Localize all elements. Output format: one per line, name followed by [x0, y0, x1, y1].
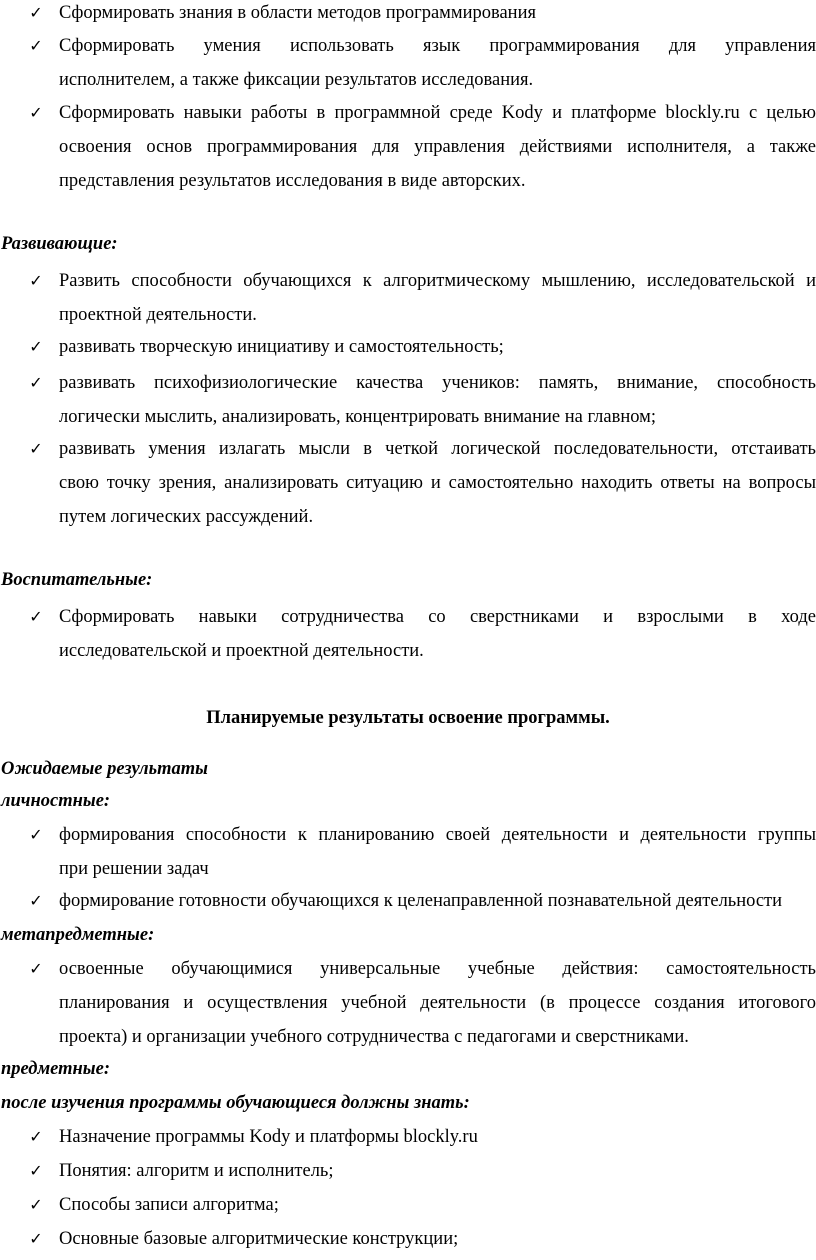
list-item [29, 29, 816, 97]
list-item [29, 952, 816, 1054]
list-item-text: Сформировать навыки работы в программной среде Kody и платформе blockly.ru с целью [59, 103, 816, 123]
list-item-text: проектной деятельности. [59, 305, 257, 325]
checkmark-icon: ✓ [29, 1195, 43, 1214]
list-item-text: проекта) и организации учебного сотрудничества с педагогами и сверстниками. [59, 1027, 689, 1047]
list-item [29, 264, 816, 332]
list-item-text: Основные базовые алгоритмические конструкции; [59, 1229, 459, 1249]
checkmark-icon: ✓ [29, 337, 43, 356]
checkmark-icon: ✓ [29, 271, 43, 290]
list-item-text: Сформировать знания в области методов программирования [59, 3, 536, 23]
list-item [29, 1120, 816, 1154]
checkmark-icon: ✓ [29, 1127, 43, 1146]
checkmark-icon: ✓ [29, 373, 43, 392]
checkmark-icon: ✓ [29, 103, 43, 122]
section-title-results: Планируемые результаты освоение программы. [206, 708, 610, 728]
list-item [29, 884, 816, 918]
list-item-text: исполнителем, а также фиксации результатов исследования. [59, 70, 534, 90]
personal-results-heading: личностные: [1, 791, 111, 811]
list-item-text: представления результатов исследования в виде авторских. [59, 171, 526, 191]
list-item-text: Сформировать навыки сотрудничества со сверстниками и взрослыми в ходе [59, 607, 816, 627]
list-item-text: Понятия: алгоритм и исполнитель; [59, 1161, 334, 1181]
checkmark-icon: ✓ [29, 439, 43, 458]
section-heading-developing: Развивающие: [1, 234, 118, 254]
list-item [29, 432, 816, 534]
list-item [29, 0, 816, 30]
list-item [29, 1154, 816, 1188]
checkmark-icon: ✓ [29, 959, 43, 978]
list-item-text: Развить способности обучающихся к алгоритмическому мышлению, исследовательской и [59, 271, 816, 291]
list-item [29, 330, 816, 364]
checkmark-icon: ✓ [29, 36, 43, 55]
list-item [29, 1188, 816, 1222]
list-item [29, 1222, 816, 1256]
section-heading-upbringing: Воспитательные: [1, 570, 153, 590]
subject-results-heading: предметные: [1, 1059, 110, 1079]
checkmark-icon: ✓ [29, 3, 43, 22]
list-item-text: при решении задач [59, 859, 209, 879]
after-study-heading: после изучения программы обучающиеся должны знать: [1, 1093, 470, 1113]
list-item [29, 600, 816, 668]
list-item [29, 366, 816, 434]
metasubject-results-heading: метапредметные: [1, 925, 155, 945]
list-item-text: логически мыслить, анализировать, концентрировать внимание на главном; [59, 407, 656, 427]
list-item [29, 96, 816, 198]
list-item-text: Сформировать умения использовать язык программирования для управления [59, 36, 816, 56]
list-item-text: путем логических рассуждений. [59, 507, 314, 527]
list-item [29, 818, 816, 886]
list-item-text: формирование готовности обучающихся к целенаправленной познавательной деятельности [59, 891, 783, 911]
checkmark-icon: ✓ [29, 1161, 43, 1180]
expected-results-heading: Ожидаемые результаты [1, 759, 208, 779]
list-item-text: планирования и осуществления учебной деятельности (в процессе создания итогового [59, 993, 816, 1013]
list-item-text: формирования способности к планированию своей деятельности и деятельности группы [59, 825, 816, 845]
checkmark-icon: ✓ [29, 891, 43, 910]
list-item-text: свою точку зрения, анализировать ситуацию и самостоятельно находить ответы на вопросы [59, 473, 816, 493]
checkmark-icon: ✓ [29, 1229, 43, 1248]
list-item-text: развивать творческую инициативу и самостоятельность; [59, 337, 504, 357]
checkmark-icon: ✓ [29, 607, 43, 626]
checkmark-icon: ✓ [29, 825, 43, 844]
list-item-text: развивать психофизиологические качества учеников: память, внимание, способность [59, 373, 816, 393]
list-item-text: исследовательской и проектной деятельности. [59, 641, 424, 661]
list-item-text: освоенные обучающимися универсальные учебные действия: самостоятельность [59, 959, 816, 979]
list-item-text: Назначение программы Kody и платформы blockly.ru [59, 1127, 478, 1147]
list-item-text: Способы записи алгоритма; [59, 1195, 279, 1215]
list-item-text: освоения основ программирования для управления действиями исполнителя, а также [59, 137, 816, 157]
list-item-text: развивать умения излагать мысли в четкой логической последовательности, отстаивать [59, 439, 816, 459]
